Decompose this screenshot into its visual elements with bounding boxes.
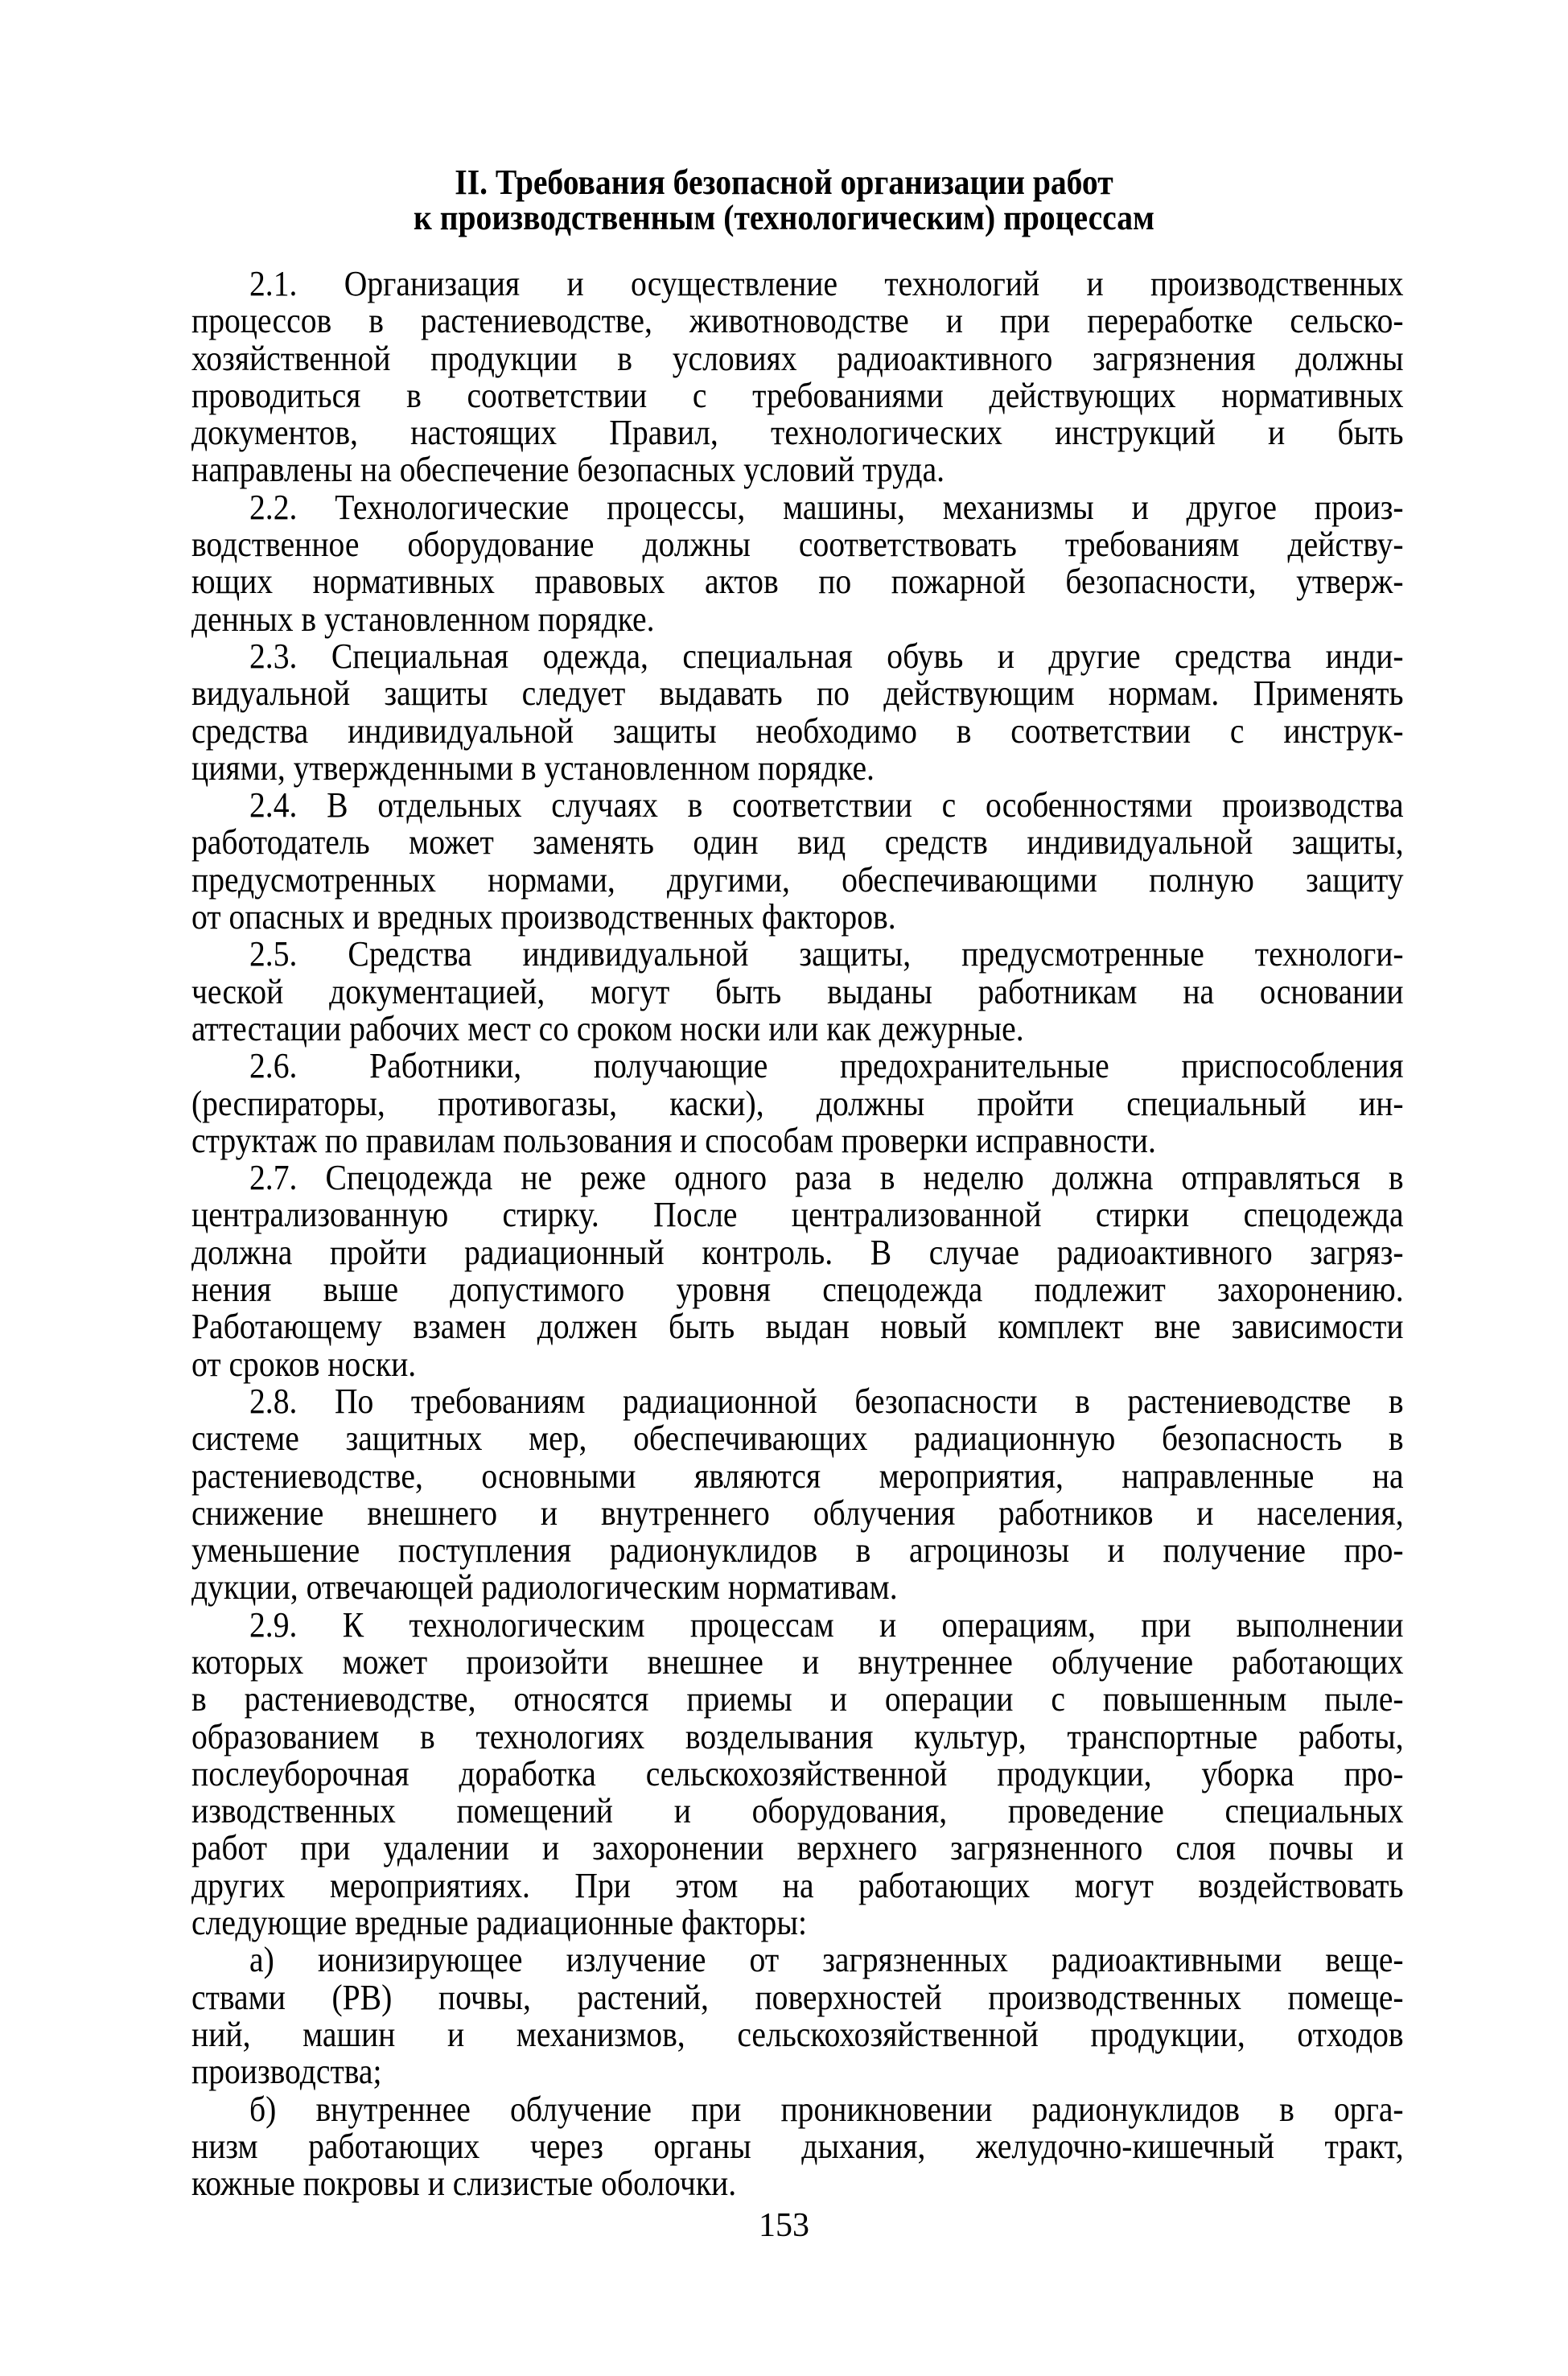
text-line [191,1604,1404,1645]
text-line [191,899,1404,936]
text-line [191,1569,1404,1606]
text-line [191,563,1404,600]
paragraph-2-1 [191,266,1404,489]
title-text: II. Требования безопасной организации работ [455,163,1113,202]
text-line-content: процессов в растениеводстве, животноводстве и при переработке сельско- [191,301,1404,341]
text-line-content: которых может произойти внешнее и внутреннее облучение работающих [191,1641,1404,1682]
text-line [191,489,1404,526]
text-line-content: низм работающих через органы дыхания, желудочно-кишечный тракт, [191,2126,1404,2166]
title-text: к производственным (технологическим) процессам [413,198,1155,237]
text-line [191,1641,1404,1682]
text-line [191,1753,1404,1793]
section-title-line-1 [0,165,1568,200]
paragraph-2-9 [191,1604,1404,1943]
text-line [191,1159,1404,1196]
text-line-content: а) ионизирующее излучение от загрязненных радиоактивными веще- [249,1940,1404,1980]
text-line-content: 2.4. В отдельных случаях в соответствии с особенностями производства [249,785,1404,826]
text-line-content: снижение внешнего и внутреннего облучения работников и населения, [191,1493,1404,1533]
text-line-content: ний, машин и механизмов, сельскохозяйственной продукции, отходов [191,2014,1404,2054]
text-line-content: работодатель может заменять один вид средств индивидуальной защиты, [191,822,1404,863]
text-line-content: денных в установленном порядке. [191,599,655,639]
text-line [191,1681,1404,1718]
text-line [191,747,1404,788]
text-line [191,936,1404,973]
text-line [191,1979,1404,2016]
text-line-content: направлены на обеспечение безопасных условий труда. [191,450,945,490]
text-line [191,1532,1404,1569]
text-line [191,1196,1404,1233]
text-line-content: (респираторы, противогазы, каски), должны пройти специальный ин- [191,1083,1404,1123]
text-line [191,1122,1404,1159]
text-line [191,2091,1404,2128]
text-line [191,1942,1404,1979]
document-body [191,266,1404,2202]
text-line-content: от опасных и вредных производственных факторов. [191,897,896,937]
text-line-content: 2.8. По требованиям радиационной безопасности в растениеводстве в [249,1381,1404,1421]
text-line [191,971,1404,1011]
paragraph-2-7 [191,1159,1404,1383]
text-line [191,1234,1404,1271]
text-line-content: ющих нормативных правовых актов по пожарной безопасности, утверж- [191,562,1404,602]
text-line-content: следующие вредные радиационные факторы: [191,1903,807,1943]
text-line-content: ческой документацией, могут быть выданы работникам на основании [191,971,1404,1011]
text-line-content: 2.6. Работники, получающие предохранительные приспособления [249,1046,1404,1086]
text-line-content: растениеводстве, основными являются мероприятия, направленные на [191,1456,1404,1496]
text-line [191,2053,1404,2090]
paragraph-b [191,2091,1404,2203]
text-line-content: 2.3. Специальная одежда, специальная обувь и другие средства инди- [249,636,1404,676]
text-line [191,1308,1404,1345]
text-line-content: от сроков носки. [191,1344,417,1384]
text-line-content: хозяйственной продукции в условиях радиоактивного загрязнения должны [191,338,1404,378]
paragraph-a [191,1942,1404,2090]
text-line-content: изводственных помещений и оборудования, проведение специальных [191,1791,1404,1831]
text-line-content: документов, настоящих Правил, технологических инструкций и быть [191,413,1404,453]
text-line-content: средства индивидуальной защиты необходимо в соответствии с инструк- [191,710,1404,751]
text-line [191,526,1404,563]
text-line [191,710,1404,751]
text-line-content: уменьшение поступления радионуклидов в агроцинозы и получение про- [191,1530,1404,1571]
text-line [191,638,1404,675]
text-line-content: предусмотренных нормами, другими, обеспечивающими полную защиту [191,859,1404,900]
text-line-content: кожные покровы и слизистые оболочки. [191,2164,737,2204]
text-line [191,859,1404,900]
paragraph-2-2 [191,489,1404,638]
text-line-content: Работающему взамен должен быть выдан новый комплект вне зависимости [191,1307,1404,1347]
text-line [191,303,1404,340]
text-line-content: проводиться в соответствии с требованиями действующих нормативных [191,375,1404,415]
text-line-content: централизованную стирку. После централизованной стирки спецодежда [191,1195,1404,1235]
text-line [191,1085,1404,1122]
text-line [191,266,1404,303]
text-line [191,601,1404,638]
section-title-line-2 [0,200,1568,236]
text-line-content: видуальной защиты следует выдавать по действующим нормам. Применять [191,673,1404,714]
text-line [191,1271,1404,1308]
text-line-content: 2.5. Средства индивидуальной защиты, предусмотренные технологи- [249,934,1404,974]
text-line [191,451,1404,488]
text-line [191,2016,1404,2053]
text-line-content: дукции, отвечающей радиологическим нормативам. [191,1567,898,1608]
text-line [191,1830,1404,1867]
text-line [191,787,1404,824]
text-line-content: производства; [191,2052,382,2092]
paragraph-2-5 [191,936,1404,1048]
text-line [191,1793,1404,1830]
text-line [191,340,1404,377]
text-line-content: водственное оборудование должны соответствовать требованиям действу- [191,525,1404,565]
text-line-content: циями, утвержденными в установленном порядке. [191,747,875,788]
text-line-content: нения выше допустимого уровня спецодежда подлежит захоронению. [191,1270,1404,1310]
page-number: 153 [759,2207,809,2244]
paragraph-2-3 [191,638,1404,787]
text-line [191,1048,1404,1085]
text-line-content: послеуборочная доработка сельскохозяйственной продукции, уборка про- [191,1753,1404,1793]
paragraph-2-4 [191,787,1404,936]
text-line [191,675,1404,712]
text-line-content: в растениеводстве, относятся приемы и операции с повышенным пыле- [191,1679,1404,1719]
text-line [191,1716,1404,1756]
text-line-content: образованием в технологиях возделывания культур, транспортные работы, [191,1716,1404,1756]
text-line-content: работ при удалении и захоронении верхнего загрязненного слоя почвы и [191,1828,1404,1868]
text-line-content: аттестации рабочих мест со сроком носки или как дежурные. [191,1008,1024,1048]
text-line-content: 2.7. Спецодежда не реже одного раза в неделю должна отправляться в [249,1158,1404,1198]
text-line [191,824,1404,861]
text-line-content: других мероприятиях. При этом на работающих могут воздействовать [191,1865,1404,1905]
text-line [191,2128,1404,2165]
text-line-content: должна пройти радиационный контроль. В случае радиоактивного загряз- [191,1232,1404,1272]
text-line-content: структаж по правилам пользования и способам проверки исправности. [191,1120,1156,1160]
text-line [191,1495,1404,1532]
text-line-content: б) внутреннее облучение при проникновении радионуклидов в орга- [249,2089,1404,2129]
text-line [191,1346,1404,1383]
text-line-content: 2.1. Организация и осуществление технологий и производственных [249,264,1404,303]
text-line [191,2165,1404,2202]
text-line [191,1420,1404,1457]
text-line [191,1458,1404,1495]
text-line-content: системе защитных мер, обеспечивающих радиационную безопасность в [191,1419,1404,1459]
text-line-content: ствами (РВ) почвы, растений, поверхностей производственных помеще- [191,1977,1404,2017]
text-line [191,414,1404,451]
paragraph-2-8 [191,1383,1404,1607]
text-line [191,1905,1404,1942]
text-line [191,1867,1404,1905]
text-line [191,377,1404,414]
text-line [191,1008,1404,1048]
text-line [191,1383,1404,1420]
text-line-content: 2.2. Технологические процессы, машины, механизмы и другое произ- [249,487,1404,527]
paragraph-2-6 [191,1048,1404,1159]
text-line-content: 2.9. К технологическим процессам и операциям, при выполнении [249,1604,1404,1645]
